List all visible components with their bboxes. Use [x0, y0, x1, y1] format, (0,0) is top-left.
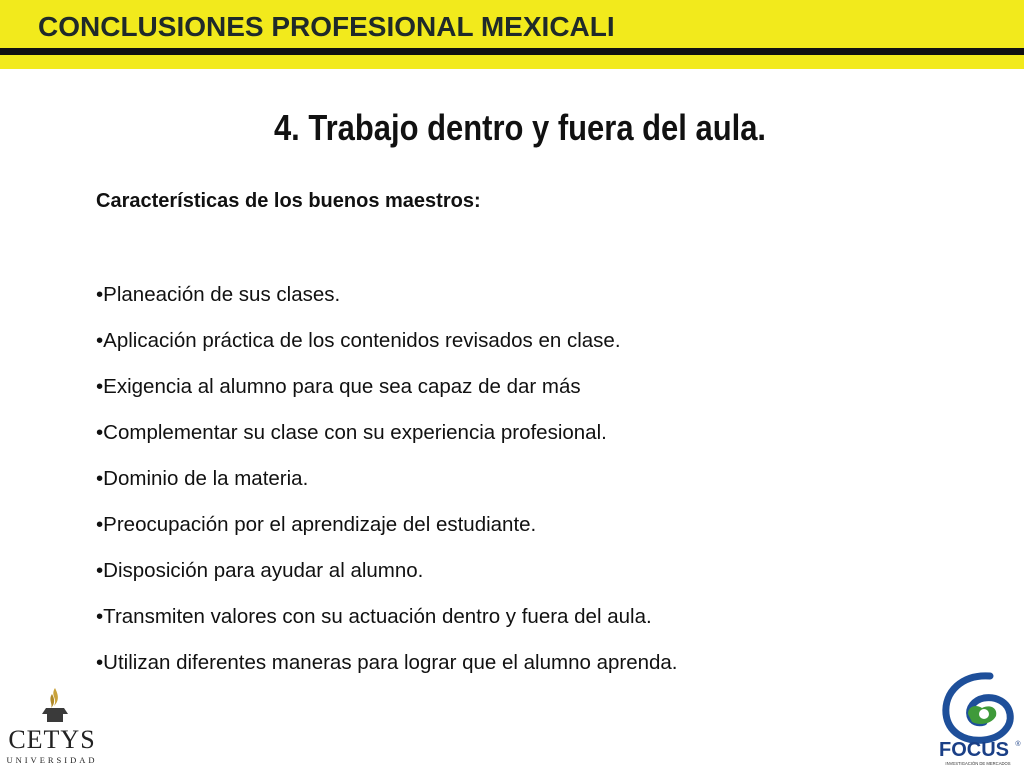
list-item: •Planeación de sus clases. — [96, 283, 341, 306]
registered-mark: ® — [1015, 741, 1021, 748]
flame-icon — [42, 688, 68, 722]
slide-title: 4. Trabajo dentro y fuera del aula. — [273, 107, 767, 148]
list-item: •Disposición para ayudar al alumno. — [96, 559, 424, 582]
header-banner — [0, 0, 1024, 48]
list-item: •Preocupación por el aprendizaje del estudiante. — [96, 513, 537, 536]
focus-logo — [932, 670, 1024, 768]
cetys-logo — [0, 686, 104, 768]
header-underband — [0, 55, 1024, 69]
focus-emblem-icon — [946, 676, 1010, 740]
list-item: •Dominio de la materia. — [96, 467, 309, 490]
list-item: •Utilizan diferentes maneras para lograr que el alumno aprenda. — [96, 651, 678, 674]
list-item: •Complementar su clase con su experiencia profesional. — [96, 421, 607, 444]
cetys-subtitle: UNIVERSIDAD — [6, 755, 98, 765]
section-heading: Características de los buenos maestros: — [96, 190, 481, 212]
bullet-list — [96, 282, 678, 696]
focus-tagline: INVESTIGACIÓN DE MERCADOS — [945, 761, 1011, 766]
list-item: •Transmiten valores con su actuación dentro y fuera del aula. — [96, 605, 652, 628]
list-item: •Aplicación práctica de los contenidos revisados en clase. — [96, 329, 621, 352]
cetys-wordmark: CETYS — [8, 725, 96, 754]
header-divider — [0, 48, 1024, 55]
list-item: •Exigencia al alumno para que sea capaz de dar más — [96, 375, 581, 398]
header-title: CONCLUSIONES PROFESIONAL MEXICALI — [38, 11, 615, 42]
focus-wordmark: FOCUS — [939, 739, 1009, 761]
